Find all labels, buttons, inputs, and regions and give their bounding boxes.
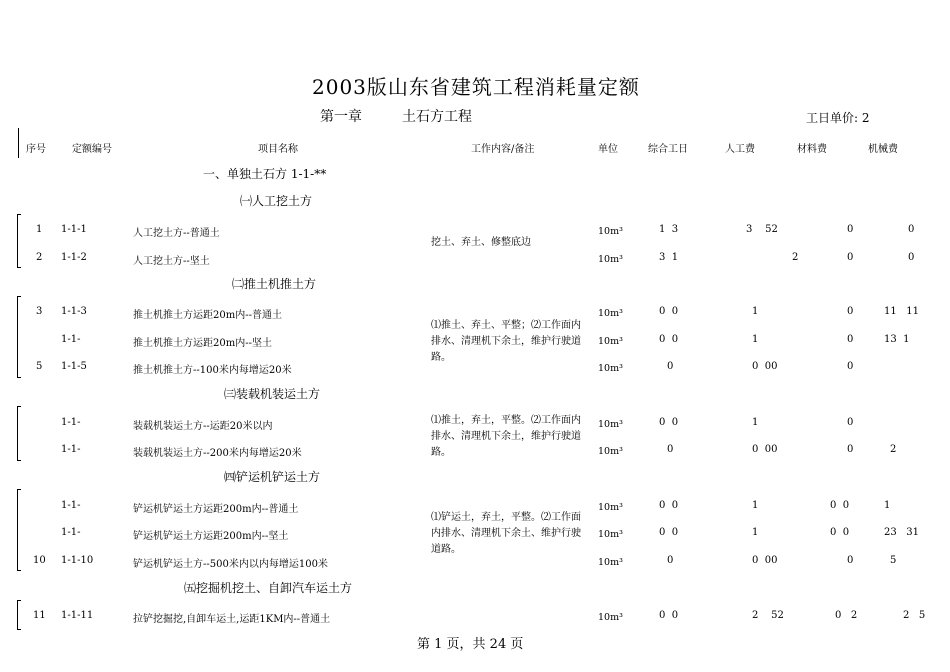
row-unit: 10m³ bbox=[598, 529, 623, 540]
row-labor-days: 0 0 bbox=[659, 306, 679, 317]
row-code: 1-1- bbox=[61, 417, 81, 428]
row-labor-days: 0 bbox=[667, 361, 674, 372]
row-material-fee: 0 bbox=[847, 417, 854, 428]
row-labor-fee: 1 bbox=[752, 500, 759, 511]
row-name: 拉铲挖掘挖,自卸车运土,运距1KM内--普通土 bbox=[133, 614, 331, 625]
row-material-fee: 0 0 bbox=[830, 500, 850, 511]
header-work: 工作内容/备注 bbox=[471, 144, 535, 155]
header-name: 项目名称 bbox=[258, 144, 298, 155]
row-labor-fee: 0 00 bbox=[752, 444, 778, 455]
row-material-fee: 0 2 bbox=[835, 610, 858, 621]
row-name: 装载机装运土方--运距20米以内 bbox=[133, 421, 273, 432]
row-unit: 10m³ bbox=[598, 226, 623, 237]
row-material-fee: 0 bbox=[847, 224, 854, 235]
header-bracket bbox=[18, 128, 19, 158]
header-material-fee: 材料费 bbox=[797, 144, 827, 155]
row-labor-days: 0 0 bbox=[659, 610, 679, 621]
row-seq: 11 bbox=[33, 610, 46, 621]
row-labor-days: 0 0 bbox=[659, 500, 679, 511]
group-title: ㈣铲运机铲运土方 bbox=[224, 470, 321, 484]
row-seq: 5 bbox=[36, 361, 43, 372]
row-seq: 2 bbox=[36, 252, 43, 263]
row-name: 推土机推土方--100米内每增运20米 bbox=[133, 365, 292, 376]
group-bracket bbox=[17, 406, 18, 461]
row-labor-fee: 0 00 bbox=[752, 555, 778, 566]
group-bracket bbox=[17, 489, 18, 571]
group-title: ㈢装载机装运土方 bbox=[224, 387, 321, 401]
row-labor-days: 1 3 bbox=[659, 224, 679, 235]
row-machine-fee: 2 bbox=[890, 444, 897, 455]
row-name: 装载机装运土方--200米内每增运20米 bbox=[133, 448, 302, 459]
row-material-fee: 0 bbox=[847, 306, 854, 317]
row-labor-fee: 1 bbox=[752, 334, 759, 345]
row-material-fee: 0 bbox=[847, 444, 854, 455]
group-bracket bbox=[17, 214, 18, 268]
unit-price: 工日单价: 2 bbox=[806, 111, 870, 125]
row-labor-days: 0 0 bbox=[659, 417, 679, 428]
header-labor-fee: 人工费 bbox=[725, 144, 755, 155]
header-code: 定额编号 bbox=[72, 144, 112, 155]
row-unit: 10m³ bbox=[598, 308, 623, 319]
row-seq: 10 bbox=[33, 555, 46, 566]
chapter-label: 第一章 bbox=[320, 109, 362, 125]
group-bracket bbox=[17, 600, 18, 630]
row-labor-fee: 2 bbox=[792, 252, 799, 263]
group-bracket bbox=[17, 296, 18, 378]
header-unit: 单位 bbox=[598, 144, 618, 155]
row-machine-fee: 0 bbox=[908, 252, 915, 263]
row-machine-fee: 23 31 bbox=[884, 527, 919, 538]
row-code: 1-1-5 bbox=[61, 361, 87, 372]
row-unit: 10m³ bbox=[598, 363, 623, 374]
row-code: 1-1-10 bbox=[61, 555, 94, 566]
row-machine-fee: 1 bbox=[884, 500, 891, 511]
row-unit: 10m³ bbox=[598, 612, 623, 623]
group-note: ⑴推土，弃土，平整。⑵工作面内排水、清理机下余土，维护行驶道路。 bbox=[431, 415, 581, 458]
group-title: ㈡推土机推土方 bbox=[232, 277, 317, 291]
group-note: ⑴推土、弃土、平整；⑵工作面内排水、清理机下余土，维护行驶道路。 bbox=[431, 320, 581, 363]
row-material-fee: 0 bbox=[847, 252, 854, 263]
row-unit: 10m³ bbox=[598, 419, 623, 430]
row-unit: 10m³ bbox=[598, 557, 623, 568]
row-labor-days: 0 bbox=[667, 555, 674, 566]
row-material-fee: 0 bbox=[847, 334, 854, 345]
header-labor-days: 综合工日 bbox=[648, 144, 688, 155]
header-seq: 序号 bbox=[26, 144, 46, 155]
row-name: 铲运机铲运土方运距200m内--普通土 bbox=[133, 504, 299, 515]
row-material-fee: 0 bbox=[847, 555, 854, 566]
chapter-name: 土石方工程 bbox=[402, 109, 472, 125]
row-seq: 1 bbox=[36, 224, 43, 235]
header-machine-fee: 机械费 bbox=[868, 144, 898, 155]
row-unit: 10m³ bbox=[598, 254, 623, 265]
row-machine-fee: 0 bbox=[908, 224, 915, 235]
row-labor-fee: 1 bbox=[752, 306, 759, 317]
row-labor-fee: 1 bbox=[752, 417, 759, 428]
group-title: ㈤挖掘机挖土、自卸汽车运土方 bbox=[184, 581, 353, 595]
row-labor-days: 0 bbox=[667, 444, 674, 455]
row-name: 人工挖土方--坚土 bbox=[133, 256, 210, 267]
row-code: 1-1- bbox=[61, 500, 81, 511]
row-labor-fee: 1 bbox=[752, 527, 759, 538]
row-labor-days: 0 0 bbox=[659, 334, 679, 345]
row-labor-fee: 2 52 bbox=[752, 610, 784, 621]
group-note: ⑴铲运土，弃土，平整。⑵工作面内排水、清理机下余土、维护行驶道路。 bbox=[431, 512, 581, 555]
row-machine-fee: 5 bbox=[890, 555, 897, 566]
row-name: 铲运机铲运土方--500米内以内每增运100米 bbox=[133, 559, 328, 570]
row-code: 1-1-3 bbox=[61, 306, 87, 317]
row-name: 推土机推土方运距20m内--普通土 bbox=[133, 310, 282, 321]
row-code: 1-1-11 bbox=[61, 610, 94, 621]
row-code: 1-1- bbox=[61, 527, 81, 538]
row-labor-days: 3 1 bbox=[659, 252, 679, 263]
row-material-fee: 0 bbox=[847, 361, 854, 372]
page-title: 2003版山东省建筑工程消耗量定额 bbox=[312, 75, 640, 99]
row-labor-days: 0 0 bbox=[659, 527, 679, 538]
row-name: 推土机推土方运距20m内--坚土 bbox=[133, 338, 272, 349]
row-code: 1-1-2 bbox=[61, 252, 87, 263]
row-code: 1-1-1 bbox=[61, 224, 87, 235]
row-code: 1-1- bbox=[61, 334, 81, 345]
row-machine-fee: 2 5 bbox=[903, 610, 926, 621]
row-material-fee: 0 0 bbox=[830, 527, 850, 538]
group-note: 挖土、弃土、修整底边 bbox=[431, 237, 531, 248]
group-title: ㈠人工挖土方 bbox=[240, 194, 313, 208]
row-name: 铲运机铲运土方运距200m内--坚土 bbox=[133, 531, 289, 542]
row-labor-fee: 0 00 bbox=[752, 361, 778, 372]
row-name: 人工挖土方--普通土 bbox=[133, 228, 220, 239]
row-machine-fee: 13 1 bbox=[884, 334, 910, 345]
row-labor-fee: 3 52 bbox=[746, 224, 778, 235]
row-unit: 10m³ bbox=[598, 336, 623, 347]
row-unit: 10m³ bbox=[598, 502, 623, 513]
row-unit: 10m³ bbox=[598, 446, 623, 457]
page-footer: 第 1 页，共 24 页 bbox=[417, 637, 524, 652]
row-seq: 3 bbox=[36, 306, 43, 317]
row-machine-fee: 11 11 bbox=[884, 306, 919, 317]
row-code: 1-1- bbox=[61, 444, 81, 455]
section-main-title: 一、单独土石方 1-1-** bbox=[203, 167, 327, 181]
